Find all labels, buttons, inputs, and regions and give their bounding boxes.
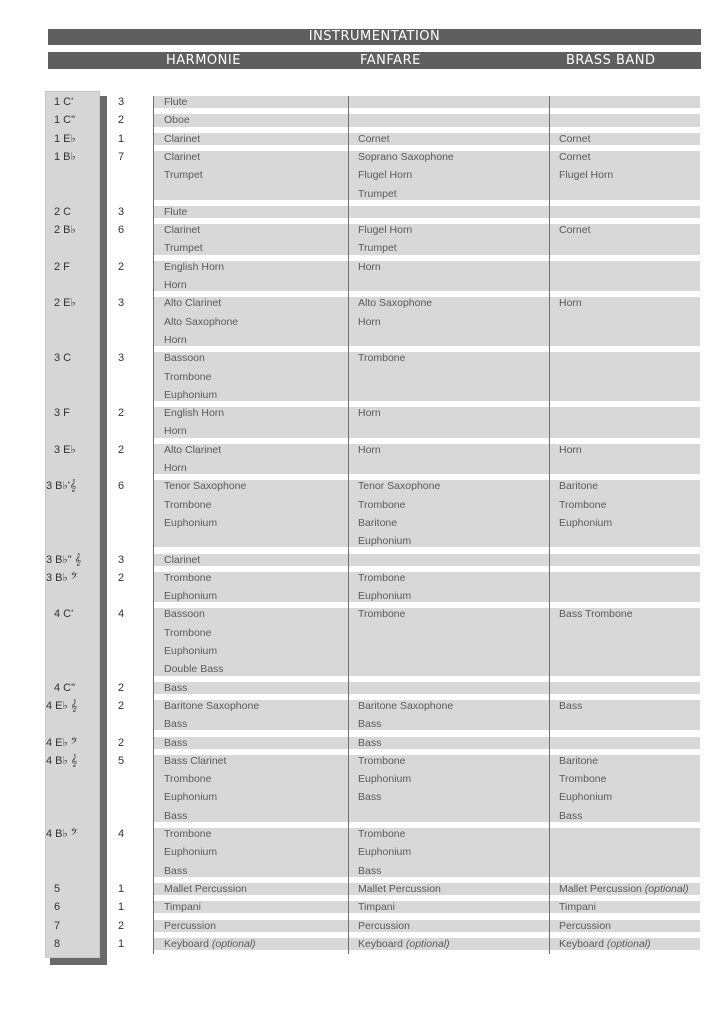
instrument-harmonie: Keyboard (optional) [164,937,256,950]
table-row [153,224,700,255]
part-count: 1 [118,132,125,145]
part-label: 1 E♭ [54,132,76,145]
instrument-fanfare: Bass [358,718,382,731]
column-separator [153,96,154,954]
instrument-harmonie: Percussion [164,919,216,932]
instrument-brass: Baritone [559,480,599,493]
instrument-fanfare: Trumpet [358,187,397,200]
part-label: 1 C' [54,96,74,108]
column-separator [549,96,550,954]
instrument-brass: Euphonium [559,516,613,529]
table-row [153,352,700,401]
part-label: 2 C [54,205,72,218]
column-header-brass-band: BRASS BAND [566,53,656,68]
part-count: 3 [118,297,125,310]
instrument-harmonie: Euphonium [164,516,218,529]
instrument-fanfare: Bass [358,791,382,804]
instrument-fanfare: Flugel Horn [358,169,413,182]
column-separator [348,96,349,954]
part-count: 2 [118,571,125,584]
instrument-harmonie: English Horn [164,260,225,273]
instrument-brass: Timpani [559,901,596,914]
part-label: 4 B♭ 𝄞 [46,754,78,767]
instrument-harmonie: Clarinet [164,553,201,566]
column-header-bar [48,52,701,69]
instrument-harmonie: Trumpet [164,242,203,255]
instrument-fanfare: Trombone [358,754,406,767]
column-header-harmonie: HARMONIE [166,53,241,68]
instrument-brass: Bass Trombone [559,608,633,621]
instrument-harmonie: Euphonium [164,590,218,603]
instrument-brass: Bass [559,699,583,712]
instrument-fanfare: Horn [358,407,381,420]
instrument-brass: Flugel Horn [559,169,614,182]
part-label: 4 B♭ 𝄢 [46,828,78,840]
table-row [153,407,700,438]
part-label: 4 C" [54,681,76,694]
part-label: 4 C' [54,608,74,621]
instrument-fanfare: Bass [358,864,382,877]
table-row [153,737,700,749]
instrument-fanfare: Horn [358,260,381,273]
instrument-fanfare: Trombone [358,352,406,365]
instrument-harmonie: Mallet Percussion [164,882,247,895]
instrument-harmonie: English Horn [164,407,225,420]
instrument-harmonie: Trombone [164,498,212,511]
instrument-brass: Bass [559,809,583,822]
instrument-harmonie: Horn [164,425,187,438]
part-count: 7 [118,150,125,163]
part-label: 3 C [54,352,72,365]
instrument-fanfare: Trombone [358,608,406,621]
instrument-harmonie: Bass [164,681,188,694]
part-count: 4 [118,608,125,621]
instrument-harmonie: Trumpet [164,169,203,182]
instrumentation-title-bar [48,29,701,45]
part-label: 4 E♭ 𝄞 [46,699,78,712]
part-count: 2 [118,114,125,127]
instrument-brass: Horn [559,443,582,456]
instrument-fanfare: Bass [358,736,382,749]
instrument-harmonie: Alto Clarinet [164,297,222,310]
instrument-harmonie: Trombone [164,370,212,383]
part-label: 3 B♭ 𝄢 [46,571,78,584]
instrument-fanfare: Horn [358,315,381,328]
part-column-shadow [50,958,104,965]
part-label: 7 [54,919,61,932]
part-label: 6 [54,901,61,914]
table-row [153,114,700,126]
instrument-harmonie: Euphonium [164,388,218,401]
part-count: 6 [118,224,125,237]
instrument-harmonie: Tenor Saxophone [164,480,247,493]
table-row [153,206,700,218]
instrument-fanfare: Flugel Horn [358,224,413,237]
instrument-harmonie: Horn [164,333,187,346]
table-row [153,133,700,145]
part-label: 3 B♭" 𝄞 [46,553,82,566]
instrument-brass: Baritone [559,754,599,767]
instrument-harmonie: Flute [164,205,188,218]
instrument-harmonie: Clarinet [164,150,201,163]
instrument-brass: Mallet Percussion (optional) [559,882,689,895]
instrument-fanfare: Trombone [358,498,406,511]
column-header-fanfare: FANFARE [360,53,421,68]
instrument-harmonie: Flute [164,96,188,108]
part-count: 3 [118,553,125,566]
part-label: 3 E♭ [54,443,76,456]
instrument-fanfare: Trombone [358,828,406,840]
instrument-harmonie: Euphonium [164,645,218,657]
page-title: INSTRUMENTATION [308,29,441,44]
instrument-fanfare: Timpani [358,901,395,914]
instrument-harmonie: Bass [164,809,188,822]
instrument-harmonie: Bass [164,864,188,877]
instrument-harmonie: Oboe [164,114,190,127]
part-label: 8 [54,937,61,950]
part-count: 3 [118,352,125,365]
part-label: 1 C" [54,114,76,127]
instrument-brass: Percussion [559,919,611,932]
instrument-fanfare: Soprano Saxophone [358,150,454,163]
part-label: 2 B♭ [54,224,76,237]
part-label: 1 B♭ [54,150,76,163]
instrument-harmonie: Bassoon [164,352,205,365]
part-count: 2 [118,681,125,694]
instrument-fanfare: Euphonium [358,535,412,548]
table-row [153,572,700,603]
table-row [153,261,700,292]
part-count: 2 [118,736,125,749]
instrument-harmonie: Alto Saxophone [164,315,239,328]
part-count: 2 [118,443,125,456]
instrument-fanfare: Percussion [358,919,410,932]
part-label: 4 E♭ 𝄢 [46,736,78,749]
instrument-harmonie: Double Bass [164,663,224,676]
part-label: 2 F [54,260,70,273]
instrument-brass: Cornet [559,150,591,163]
part-count: 2 [118,919,125,932]
part-label: 3 B♭'𝄞 [46,480,77,493]
instrument-harmonie: Trombone [164,571,212,584]
part-count: 6 [118,480,125,493]
part-count: 4 [118,828,125,840]
instrument-harmonie: Alto Clarinet [164,443,222,456]
table-row [153,554,700,566]
instrument-brass: Horn [559,297,582,310]
instrument-brass: Cornet [559,224,591,237]
instrument-harmonie: Horn [164,462,187,474]
instrument-harmonie: Horn [164,279,187,291]
instrument-harmonie: Euphonium [164,791,218,804]
instrument-fanfare: Alto Saxophone [358,297,433,310]
part-count: 2 [118,699,125,712]
instrument-harmonie: Bassoon [164,608,205,621]
instrument-brass: Cornet [559,132,591,145]
instrument-fanfare: Cornet [358,132,390,145]
instrument-fanfare: Euphonium [358,590,412,603]
instrument-fanfare: Euphonium [358,846,412,859]
part-label: 3 F [54,407,70,420]
table-row [153,828,700,877]
instrument-fanfare: Tenor Saxophone [358,480,441,493]
part-count: 1 [118,901,125,914]
instrument-harmonie: Trombone [164,828,212,840]
instrument-fanfare: Trumpet [358,242,397,255]
instrument-harmonie: Bass [164,718,188,731]
part-count: 1 [118,937,125,950]
instrument-fanfare: Baritone [358,516,398,529]
table-row [153,444,700,475]
instrument-harmonie: Baritone Saxophone [164,699,260,712]
instrument-brass: Trombone [559,498,607,511]
part-label: 5 [54,882,61,895]
part-label: 2 E♭ [54,297,76,310]
instrument-fanfare: Mallet Percussion [358,882,441,895]
instrument-harmonie: Timpani [164,901,201,914]
table-row [153,682,700,694]
instrument-harmonie: Trombone [164,626,212,639]
part-count: 3 [118,96,125,108]
part-column-divider [100,96,107,965]
part-count: 2 [118,407,125,420]
table-row [153,755,700,822]
instrument-fanfare: Keyboard (optional) [358,937,450,950]
instrument-harmonie: Clarinet [164,224,201,237]
part-count: 2 [118,260,125,273]
instrument-harmonie: Bass Clarinet [164,754,227,767]
part-count: 1 [118,882,125,895]
instrument-fanfare: Euphonium [358,773,412,786]
instrument-harmonie: Clarinet [164,132,201,145]
part-count: 5 [118,754,125,767]
instrument-harmonie: Bass [164,736,188,749]
table-row [153,901,700,913]
part-count: 3 [118,205,125,218]
instrument-fanfare: Horn [358,443,381,456]
instrument-brass: Euphonium [559,791,613,804]
instrument-fanfare: Trombone [358,571,406,584]
instrument-brass: Keyboard (optional) [559,937,651,950]
instrument-harmonie: Trombone [164,773,212,786]
table-row [153,96,700,108]
instrument-harmonie: Euphonium [164,846,218,859]
table-row [153,920,700,932]
instrument-fanfare: Baritone Saxophone [358,699,454,712]
instrument-brass: Trombone [559,773,607,786]
